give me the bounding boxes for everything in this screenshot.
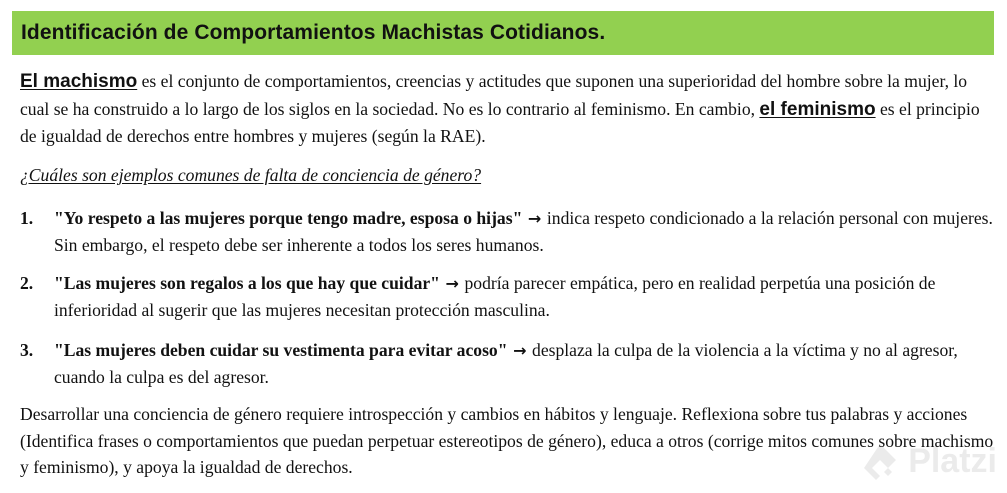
intro-paragraph xyxy=(20,68,995,150)
watermark-text: Platzi xyxy=(908,441,997,480)
term-feminismo: el feminismo xyxy=(759,98,876,120)
example-explanation: desplaza la culpa de la violencia a la víctima y no al agresor, cuando la culpa es del agresor. xyxy=(54,340,958,387)
list-item-content xyxy=(54,270,995,323)
example-quote: "Yo respeto a las mujeres porque tengo madre, esposa o hijas" xyxy=(54,208,523,228)
list-item xyxy=(20,270,995,323)
list-item xyxy=(20,337,995,390)
arrow-right-icon: → xyxy=(522,209,547,228)
example-quote: "Las mujeres deben cuidar su vestimenta para evitar acoso" xyxy=(54,340,508,360)
example-explanation: indica respeto condicionado a la relación personal con mujeres. Sin embargo, el respeto debe ser inherente a todos los seres humanos. xyxy=(54,208,993,255)
title-banner xyxy=(12,11,994,55)
page-title: Identificación de Comportamientos Machistas Cotidianos. xyxy=(21,21,606,44)
list-number: 1. xyxy=(20,208,34,228)
list-item-content xyxy=(54,205,995,258)
arrow-right-icon: → xyxy=(439,274,465,293)
list-item xyxy=(20,205,995,258)
section-question: ¿Cuáles son ejemplos comunes de falta de conciencia de género? xyxy=(20,165,482,185)
list-number: 2. xyxy=(20,273,34,293)
list-number: 3. xyxy=(20,340,34,360)
example-explanation: podría parecer empática, pero en realidad perpetúa una posición de inferioridad al sugerir que las mujeres necesitan protección masculina. xyxy=(54,273,936,320)
list-item-content xyxy=(54,337,995,390)
arrow-right-icon: → xyxy=(507,341,533,360)
intro-text-2: es el principio de igualdad de derechos entre hombres y mujeres (según la RAE). xyxy=(20,98,980,146)
closing-paragraph: Desarrollar una conciencia de género requiere introspección y cambios en hábitos y lenguaje. Reflexiona sobre tus palabras y acciones (Identifica frases o comportamientos que puedan perpetuar estereotipos de género), educa a otros (corrige mitos comunes sobre machismo y feminismo), y apoya la igualdad de derechos. xyxy=(20,404,994,477)
intro-text-1: es el conjunto de comportamientos, creencias y actitudes que suponen una superioridad del hombre sobre la mujer, lo cual se ha construido a lo largo de los siglos en la sociedad. No es lo contrario al feminismo. En cambio, xyxy=(20,71,968,119)
term-machismo: El machismo xyxy=(20,71,138,92)
example-quote: "Las mujeres son regalos a los que hay que cuidar" xyxy=(54,273,440,293)
